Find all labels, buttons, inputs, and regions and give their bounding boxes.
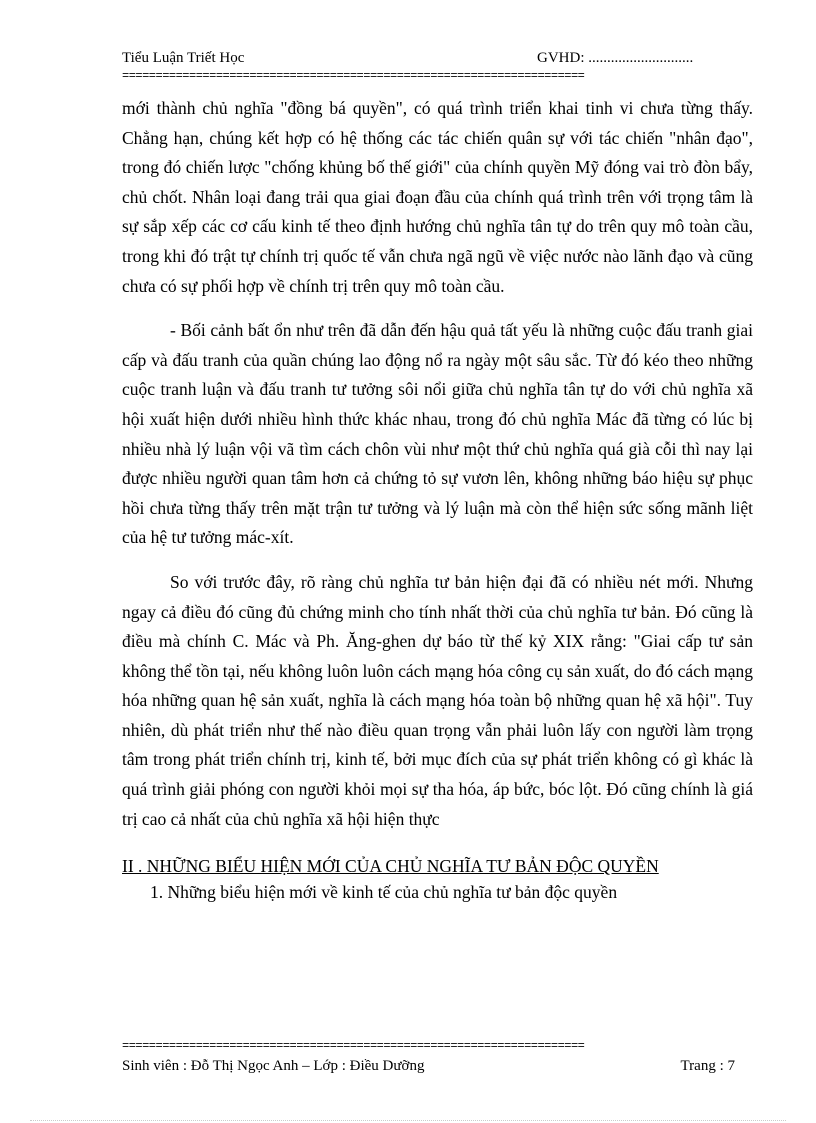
section-heading: II . NHỮNG BIỂU HIỆN MỚI CỦA CHỦ NGHĨA TƯ BẢN ĐỘC QUYỀN bbox=[122, 856, 659, 877]
footer-rule: ===================================================================== bbox=[122, 1040, 585, 1052]
footer-student: Sinh viên : Đỗ Thị Ngọc Anh – Lớp : Điều Dưỡng bbox=[122, 1058, 425, 1074]
page-content bbox=[122, 94, 753, 905]
page-bottom-divider bbox=[30, 1120, 786, 1121]
page-number: Trang : 7 bbox=[680, 1058, 735, 1074]
paragraph-2: - Bối cảnh bất ổn như trên đã dẫn đến hậu quả tất yếu là những cuộc đấu tranh giai cấp và đấu tranh của quần chúng lao động nổ ra ngày một sâu sắc. Từ đó kéo theo những cuộc tranh luận và đấu tranh tư tưởng sôi nổi giữa chủ nghĩa tân tự do với chủ nghĩa xã hội xuất hiện dưới nhiều hình thức khác nhau, trong đó chủ nghĩa Mác đã từng có lúc bị nhiều nhà lý luận vội vã tìm cách chôn vùi như một thứ chủ nghĩa quá già cỗi thì nay lại được nhiều người quan tâm hơn cả chứng tỏ sự vươn lên, không những báo hiệu sự phục hồi chưa từng thấy trên mặt trận tư tưởng và lý luận mà còn thể hiện sức sống mãnh liệt của hệ tư tưởng mác-xít. bbox=[122, 320, 753, 548]
header-advisor: GVHD: ............................ bbox=[537, 50, 694, 66]
paragraph-1: mới thành chủ nghĩa "đồng bá quyền", có quá trình triển khai tinh vi chưa từng thấy. Chẳng hạn, chúng kết hợp có hệ thống các tác chiến quân sự với tác chiến "nhân đạo", trong đó chiến lược "chống khủng bố thế giới" của chính quyền Mỹ đóng vai trò đòn bẩy, chủ chốt. Nhân loại đang trải qua giai đoạn đầu của chính quá trình trên với trọng tâm là sự sắp xếp các cơ cấu kinh tế theo định hướng chủ nghĩa tân tự do trên quy mô toàn cầu, trong khi đó trật tự chính trị quốc tế vẫn chưa ngã ngũ về việc nước nào lãnh đạo và cũng chưa có sự phối hợp về chính trị trên quy mô toàn cầu. bbox=[122, 98, 753, 296]
subsection-heading: 1. Những biểu hiện mới về kinh tế của chủ nghĩa tư bản độc quyền bbox=[150, 882, 618, 903]
header-title: Tiểu Luận Triết Học bbox=[122, 50, 245, 66]
paragraph-3: So với trước đây, rõ ràng chủ nghĩa tư bản hiện đại đã có nhiều nét mới. Nhưng ngay cả điều đó cũng đủ chứng minh cho tính nhất thời của chủ nghĩa tư bản. Đó cũng là điều mà chính C. Mác và Ph. Ăng-ghen dự báo từ thế kỷ XIX rằng: "Giai cấp tư sản không thể tồn tại, nếu không luôn luôn cách mạng hóa công cụ sản xuất, do đó cách mạng hóa những quan hệ sản xuất, nghĩa là cách mạng hóa toàn bộ những quan hệ xã hội". Tuy nhiên, dù phát triển như thế nào điều quan trọng vẫn phải luôn lấy con người làm trọng tâm trong phát triển chính trị, kinh tế, bởi mục đích của sự phát triển không có gì khác là quá trình giải phóng con người khỏi mọi sự tha hóa, áp bức, bóc lột. Đó cũng chính là giá trị cao cả nhất của chủ nghĩa xã hội hiện thực bbox=[122, 571, 753, 829]
header-rule: ===================================================================== bbox=[122, 70, 585, 82]
